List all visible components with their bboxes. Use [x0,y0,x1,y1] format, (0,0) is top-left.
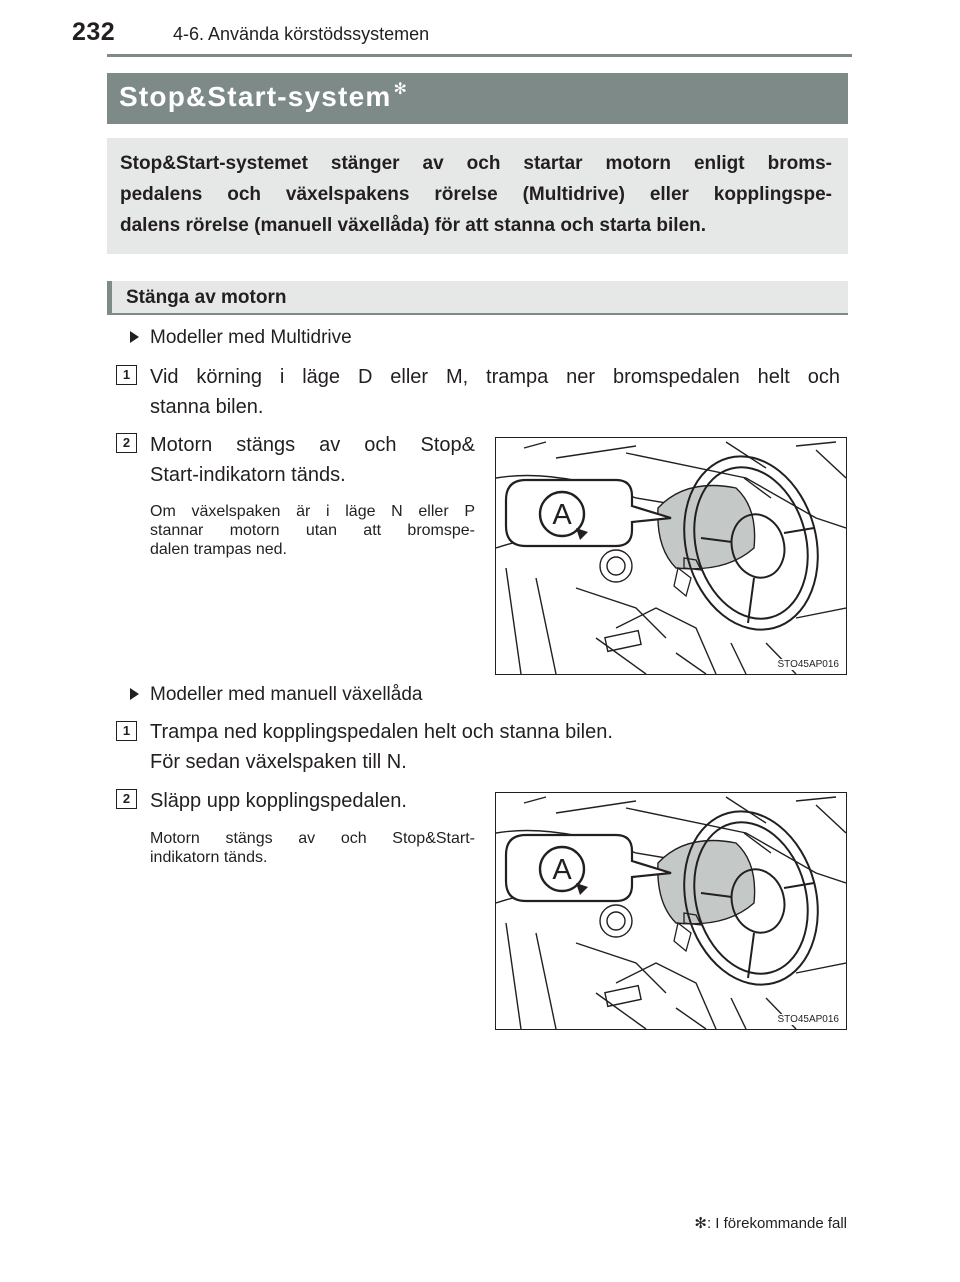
manual-heading-text: Modeller med manuell växellåda [150,684,423,705]
manual-note-line1: Motorn stängs av och Stop&Start- [150,830,475,847]
title-label: Stop&Start-system [119,81,392,112]
multidrive-note-line3: dalen trampas ned. [150,541,287,558]
manual-step1-line1: Trampa ned kopplingspedalen helt och stanna bilen. [150,721,613,743]
intro-text [120,148,832,241]
intro-box [107,138,848,254]
manual-step1-line2: För sedan växelspaken till N. [150,751,407,773]
figure-code: STO45AP016 [777,659,839,670]
subsection-bar [107,281,848,315]
dashboard-illustration [496,793,846,1029]
triangle-bullet-icon [130,331,139,343]
dashboard-figure-multidrive [495,437,847,675]
manual-note-line2: indikatorn tänds. [150,849,268,866]
step-number-2: 2 [116,789,137,809]
intro-line-2: pedalens och växelspakens rörelse (Multidrive) eller kopplingspe- [120,184,832,205]
dashboard-illustration [496,438,846,674]
page-number: 232 [72,18,116,46]
multidrive-heading-text: Modeller med Multidrive [150,327,352,348]
multidrive-note-line2: stannar motorn utan att bromspe- [150,522,475,539]
multidrive-step2-line1: Motorn stängs av och Stop& [150,434,475,456]
multidrive-heading [130,326,352,350]
figure-callout-label: A [552,499,572,531]
intro-line-1: Stop&Start-systemet stänger av och startar motorn enligt broms- [120,153,832,174]
intro-line-3: dalens rörelse (manuell växellåda) för att stanna och starta bilen. [120,215,707,236]
step-number-1: 1 [116,365,137,385]
header-rule [107,54,852,57]
manual-step2-line1: Släpp upp kopplingspedalen. [150,790,407,812]
manual-heading [130,683,422,707]
footnote-asterisk: ✻ [694,1215,707,1232]
title-asterisk: ✻ [393,81,409,98]
triangle-bullet-icon [130,688,139,700]
figure-callout-label: A [552,854,572,886]
page-title [119,81,408,113]
dashboard-figure-manual [495,792,847,1030]
subsection-title: Stänga av motorn [126,287,287,308]
multidrive-step1-line2: stanna bilen. [150,396,264,418]
multidrive-step2-line2: Start-indikatorn tänds. [150,464,346,486]
step-number-2: 2 [116,433,137,453]
multidrive-note-line1: Om växelspaken är i läge N eller P [150,503,475,520]
footnote-text: : I förekommande fall [706,1215,847,1232]
multidrive-step1-line1: Vid körning i läge D eller M, trampa ner bromspedalen helt och [150,366,840,388]
figure-code: STO45AP016 [777,1014,839,1025]
section-heading: 4-6. Använda körstödssystemen [173,24,430,44]
footnote [694,1214,847,1232]
title-bar [107,73,848,124]
step-number-1: 1 [116,721,137,741]
